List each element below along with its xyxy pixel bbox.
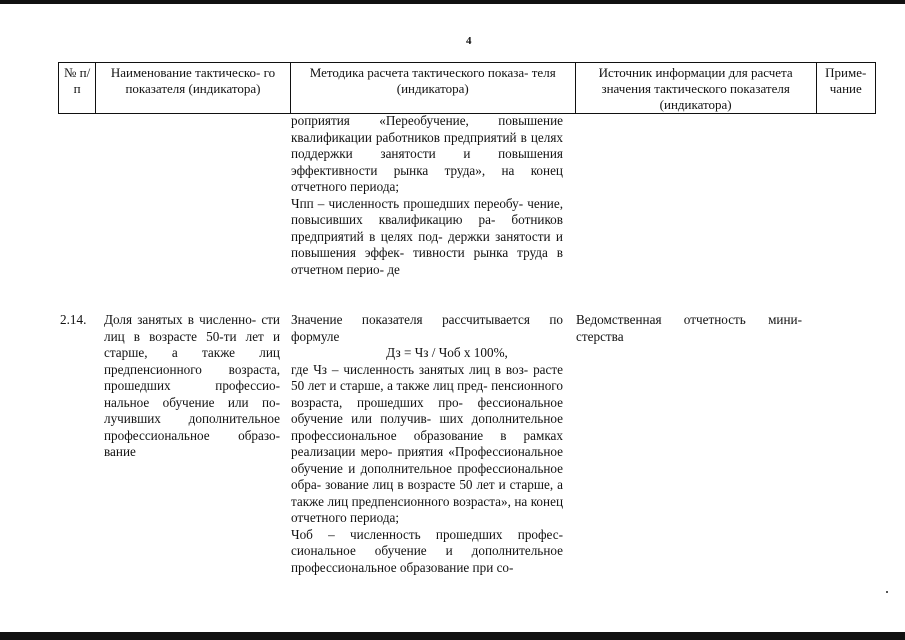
row-source: Ведомственная отчетность мини- стерства <box>576 312 802 344</box>
continuation-method-p2: Чпп – численность прошедших переобу- чение, повысивших квалификацию ра- ботников предприятий в целях под- держки занятости и повышения эффек- тивности рынка труда в отчетном перио- де <box>291 195 563 277</box>
top-border <box>0 0 905 4</box>
continuation-method-p1: роприятия «Переобучение, повышение квалификации работников предприятий в целях поддержки занятости и повышения эффективности рынка труда», на конец отчетного периода; <box>291 113 563 194</box>
header-source: Источник информации для расчета значения тактического показателя (индикатора) <box>575 63 816 114</box>
row-method-p1: где Чз – численность занятых лиц в воз- расте 50 лет и старше, а также лиц пред- пенсионного возраста, прошедших про- фессиональное обучение или получив- ших дополнительное профессиональное образование в рамках реализации меро- приятия «Профессиональное обучение и дополнительное профессиональное обра- зование лиц в возрасте 50 лет и старше, а также лиц предпенсионного возраста», на конец отчетного периода; <box>291 361 563 525</box>
continuation-method <box>291 113 563 278</box>
row-name: Доля занятых в численно- сти лиц в возрасте 50-ти лет и старше, а также лиц предпенсионного возраста, прошедших профессио- нальное обучение или по- лучивших дополнительное профессиональное образо- вание <box>104 312 280 459</box>
scan-speck <box>886 591 888 593</box>
row-num: 2.14. <box>60 312 87 327</box>
row-formula: Дз = Чз / Чоб х 100%, <box>386 345 508 360</box>
bottom-border <box>0 632 905 640</box>
row-method-p2: Чоб – численность прошедших профес- сиональное обучение и дополнительное профессиональное образование при со- <box>291 526 563 575</box>
header-method: Методика расчета тактического показа- теля (индикатора) <box>290 63 575 114</box>
page-number: 4 <box>466 35 472 47</box>
header-num: № п/п <box>59 63 96 114</box>
header-name: Наименование тактическо- го показателя (индикатора) <box>96 63 290 114</box>
row-method-intro: Значение показателя рассчитывается по формуле <box>291 312 563 344</box>
table-header <box>58 62 876 114</box>
row-method <box>291 312 563 576</box>
header-note: Приме- чание <box>816 63 875 114</box>
